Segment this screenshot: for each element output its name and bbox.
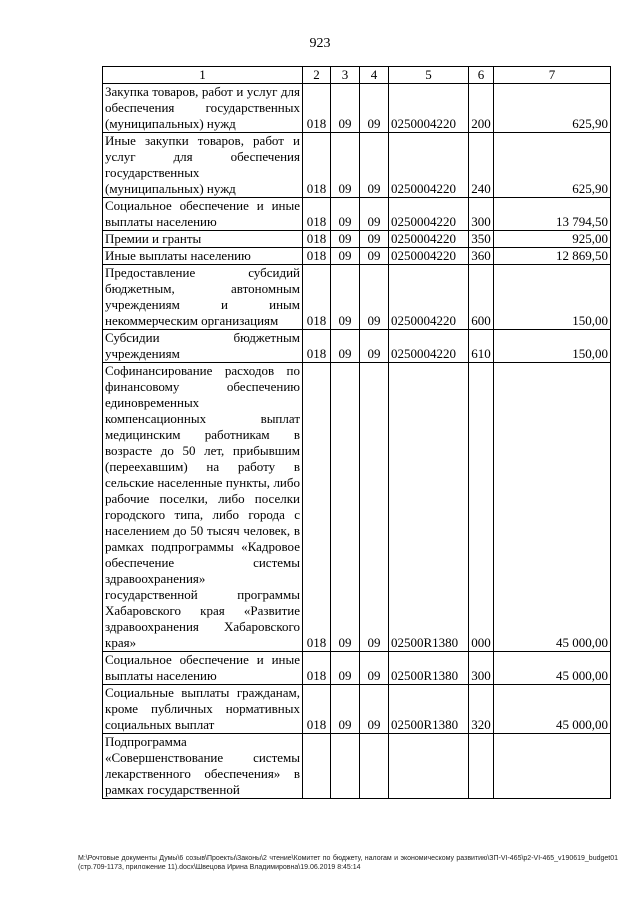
table-row: [103, 363, 611, 652]
row-amount: 13 794,50: [494, 198, 611, 231]
row-subsection: 09: [360, 685, 389, 734]
row-subsection: 09: [360, 84, 389, 133]
row-admin-code: 018: [303, 330, 331, 363]
row-admin-code: 018: [303, 363, 331, 652]
header-col-1: 1: [103, 67, 303, 84]
row-amount: 925,00: [494, 231, 611, 248]
row-admin-code: 018: [303, 265, 331, 330]
header-col-4: 4: [360, 67, 389, 84]
row-subsection: 09: [360, 265, 389, 330]
header-col-3: 3: [331, 67, 360, 84]
table-row: [103, 198, 611, 231]
row-admin-code: 018: [303, 248, 331, 265]
row-section: 09: [331, 265, 360, 330]
row-amount: 625,90: [494, 84, 611, 133]
page-number: 923: [309, 36, 331, 51]
row-target-article: 0250004220: [389, 133, 469, 198]
table-row: [103, 231, 611, 248]
row-section: 09: [331, 84, 360, 133]
row-target-article: 0250004220: [389, 265, 469, 330]
table-row: [103, 265, 611, 330]
row-admin-code: [303, 734, 331, 799]
table-row: [103, 685, 611, 734]
row-section: 09: [331, 231, 360, 248]
row-amount: 45 000,00: [494, 685, 611, 734]
table-row: [103, 734, 611, 799]
row-name: Подпрограмма «Совершенствование системы лекарственного обеспечения» в рамках государственной: [103, 734, 303, 799]
row-name: Закупка товаров, работ и услуг для обеспечения государственных (муниципальных) нужд: [103, 84, 303, 133]
table-row: [103, 133, 611, 198]
row-target-article: [389, 734, 469, 799]
budget-table: [102, 66, 611, 799]
row-subsection: 09: [360, 248, 389, 265]
table-row: [103, 330, 611, 363]
footer-file-path: M:\Рочтовые документы Думы\6 созыв\Проекты\Законы\2 чтение\Комитет по бюджету, налогам и экономическому развитию\ЗП-VI-465\р2-VI-465_v190619_budget01 (стр.709-1173, приложение 11).docx\Швецова Ирина Владимировна\19.06.2019 8:45:14: [78, 855, 618, 871]
row-section: 09: [331, 133, 360, 198]
row-name: Социальное обеспечение и иные выплаты населению: [103, 198, 303, 231]
header-col-2: 2: [303, 67, 331, 84]
row-section: 09: [331, 652, 360, 685]
row-target-article: 0250004220: [389, 248, 469, 265]
row-target-article: 02500R1380: [389, 652, 469, 685]
table-row: [103, 84, 611, 133]
row-expense-type: 300: [469, 198, 494, 231]
row-expense-type: 600: [469, 265, 494, 330]
row-subsection: 09: [360, 363, 389, 652]
row-name: Субсидии бюджетным учреждениям: [103, 330, 303, 363]
row-name: Иные закупки товаров, работ и услуг для обеспечения государственных (муниципальных) нужд: [103, 133, 303, 198]
row-section: 09: [331, 248, 360, 265]
row-expense-type: 320: [469, 685, 494, 734]
row-section: 09: [331, 363, 360, 652]
table-row: [103, 652, 611, 685]
row-expense-type: 300: [469, 652, 494, 685]
row-admin-code: 018: [303, 652, 331, 685]
row-subsection: [360, 734, 389, 799]
row-amount: 625,90: [494, 133, 611, 198]
row-name: Социальные выплаты гражданам, кроме публичных нормативных социальных выплат: [103, 685, 303, 734]
row-admin-code: 018: [303, 685, 331, 734]
row-target-article: 0250004220: [389, 198, 469, 231]
header-col-7: 7: [494, 67, 611, 84]
row-expense-type: 360: [469, 248, 494, 265]
row-name: Иные выплаты населению: [103, 248, 303, 265]
row-admin-code: 018: [303, 133, 331, 198]
row-section: 09: [331, 198, 360, 231]
row-amount: 45 000,00: [494, 363, 611, 652]
row-name: Предоставление субсидий бюджетным, автономным учреждениям и иным некоммерческим организациям: [103, 265, 303, 330]
row-amount: [494, 734, 611, 799]
row-section: 09: [331, 330, 360, 363]
row-admin-code: 018: [303, 84, 331, 133]
row-target-article: 0250004220: [389, 330, 469, 363]
row-expense-type: [469, 734, 494, 799]
header-col-5: 5: [389, 67, 469, 84]
row-subsection: 09: [360, 133, 389, 198]
row-expense-type: 200: [469, 84, 494, 133]
row-expense-type: 350: [469, 231, 494, 248]
row-section: [331, 734, 360, 799]
row-target-article: 02500R1380: [389, 363, 469, 652]
row-subsection: 09: [360, 652, 389, 685]
row-name: Социальное обеспечение и иные выплаты населению: [103, 652, 303, 685]
row-amount: 45 000,00: [494, 652, 611, 685]
row-expense-type: 240: [469, 133, 494, 198]
row-expense-type: 000: [469, 363, 494, 652]
row-target-article: 0250004220: [389, 84, 469, 133]
row-name: Премии и гранты: [103, 231, 303, 248]
row-amount: 150,00: [494, 265, 611, 330]
table-body: [103, 84, 611, 799]
row-target-article: 0250004220: [389, 231, 469, 248]
row-name: Софинансирование расходов по финансовому обеспечению единовременных компенсационных выплат медицинским работникам в возрасте до 50 лет, прибывшим (переехавшим) на работу в сельские населенные пункты, либо рабочие поселки, либо поселки городского типа, либо города с населением до 50 тысяч человек, в рамках подпрограммы «Кадровое обеспечение системы здравоохранения» государственной программы Хабаровского края «Развитие здравоохранения Хабаровского края»: [103, 363, 303, 652]
header-col-6: 6: [469, 67, 494, 84]
row-subsection: 09: [360, 330, 389, 363]
row-amount: 12 869,50: [494, 248, 611, 265]
row-amount: 150,00: [494, 330, 611, 363]
row-subsection: 09: [360, 198, 389, 231]
header-row: [103, 67, 611, 84]
row-expense-type: 610: [469, 330, 494, 363]
table-row: [103, 248, 611, 265]
row-subsection: 09: [360, 231, 389, 248]
row-target-article: 02500R1380: [389, 685, 469, 734]
row-admin-code: 018: [303, 231, 331, 248]
row-section: 09: [331, 685, 360, 734]
row-admin-code: 018: [303, 198, 331, 231]
